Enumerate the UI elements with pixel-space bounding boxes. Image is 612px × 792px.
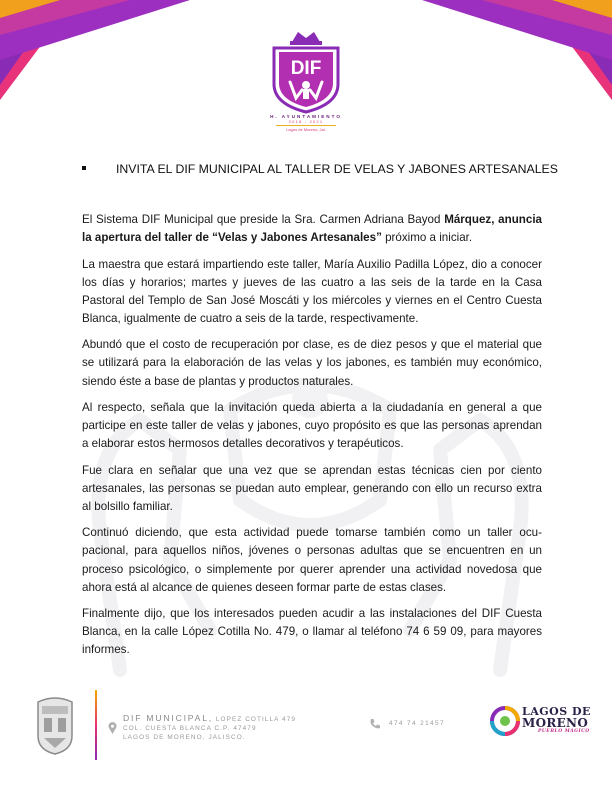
phone-icon: [369, 718, 381, 730]
paragraph-1-text-a: El Sistema DIF Municipal que preside la Sra. Carmen Adriana Bayod: [82, 213, 445, 226]
paragraph-1-text-c: próximo a iniciar.: [381, 231, 473, 245]
paragraph-4: Al respecto, señala que la invitación queda abierta a la ciudadanía en general a que participe en este taller de velas y jabones, cuyo propósito es que las personas aprendan a elaborar estos hermosos detalles decorativos y terapéuticos.: [82, 401, 542, 451]
logo-years: 2018 - 2021: [288, 119, 324, 124]
top-right-decorative-band: [412, 0, 612, 120]
bullet-icon: [82, 166, 86, 170]
paragraph-7: Finalmente dijo, que los interesados pueden acudir a las instalaciones del DIF Cuesta Blanca, en la calle López Cotilla No. 479, o llamar al teléfono 74 6 59 09, para mayores informes.: [82, 607, 542, 657]
paragraph-1-bold: Márquez, anuncia la apertura del taller de “Velas y Jabones Artesanales”: [82, 213, 542, 245]
page-footer: [0, 690, 612, 760]
heading-text: INVITA EL DIF MUNICIPAL AL TALLER DE VELAS Y JABONES ARTESANALES: [116, 162, 558, 176]
dif-shield-emblem: [268, 30, 344, 114]
paragraph-1: [82, 211, 542, 247]
brand-line-1: LAGOS DE: [522, 705, 591, 718]
brand-tagline: PUEBLO MÁGICO: [538, 729, 590, 734]
paragraph-5: Fue clara en señalar que una vez que se aprendan estas técnicas cien por ciento artesanales, las personas se puedan auto emplear, generando con ello un recurso extra al bolsillo familiar.: [82, 463, 542, 513]
document-heading: [82, 162, 562, 176]
footer-address: [123, 714, 296, 743]
municipal-crest-icon: [34, 696, 76, 756]
dif-logo: [250, 30, 362, 132]
logo-ayuntamiento: H. AYUNTAMIENTO: [270, 114, 342, 119]
footer-city: LAGOS DE MORENO, JALISCO.: [123, 734, 246, 742]
brand-line-2: MORENO: [522, 716, 589, 730]
footer-org: DIF MUNICIPAL,: [123, 713, 213, 723]
dif-acronym: DIF: [290, 58, 322, 79]
paragraph-3: Abundó que el costo de recuperación por clase, es de diez pesos y que el material que se utilizará para la elaboración de las velas y los jabones, es también muy económico, siendo éste a base de plantas y productos naturales.: [82, 338, 542, 388]
footer-street: LOPEZ COTILLA 479: [215, 716, 297, 723]
footer-phone: 474 74 21457: [389, 720, 445, 727]
top-left-decorative-band: [0, 0, 200, 120]
logo-city: Lagos de Moreno, Jal.: [276, 125, 336, 132]
paragraph-2: La maestra que estará impartiendo este taller, María Auxilio Padilla López, dio a conocer los días y horarios; martes y jueves de las cuatro a las seis de la tarde en la Casa Pastoral del Templo de San José Moscáti y los miércoles y viernes en el Centro Cuesta Blanca, igualmente de cuatro a seis de la tarde, respectivamente.: [82, 257, 542, 325]
footer-divider: [95, 690, 97, 760]
paragraph-6: Continuó diciendo, que esta actividad puede tomarse también como un taller ocupacional, para aquellos niños, jóvenes o personas adultas que se encuentren en un proceso psicológico, o simplemente por querer aprender una actividad novedosa que ahora está al alcance de quienes deseen formar parte de estas clases.: [82, 526, 542, 594]
lagos-de-moreno-swirl-icon: [490, 706, 520, 736]
document-body: [82, 211, 542, 668]
location-pin-icon: [108, 722, 117, 734]
footer-colonia: COL. CUESTA BLANCA C.P. 47479: [123, 725, 257, 733]
lagos-de-moreno-brand: [522, 706, 591, 735]
